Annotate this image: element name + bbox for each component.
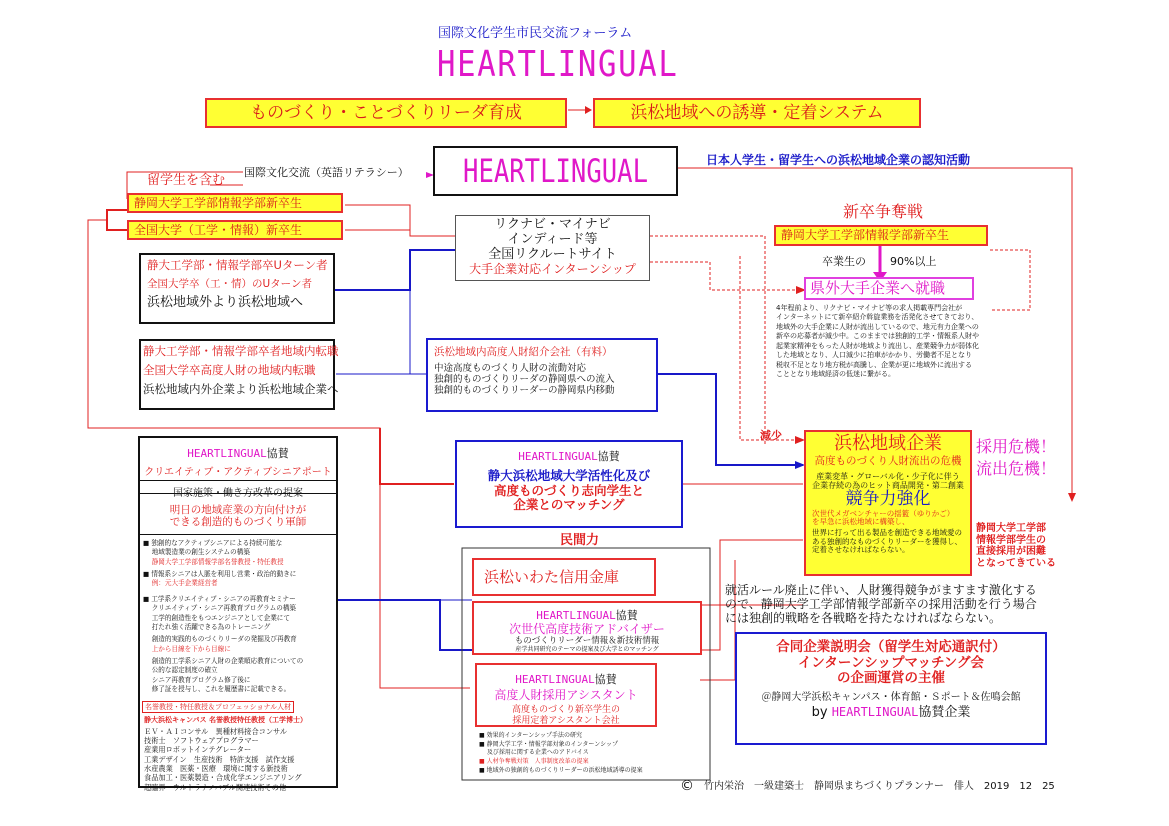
- senior-bullet: 例：元大手企業経営者: [143, 579, 218, 588]
- advisor-title: 次世代高度技術アドバイザー: [509, 622, 665, 637]
- senior-bullet: ■ 独創的なアクティブシニアによる持続可能な: [143, 539, 283, 548]
- senior-bullet: 公的な認定制度の確立: [143, 666, 218, 675]
- senior-bullet: 修了証を授与し、これを履歴書に記載できる。: [143, 685, 291, 694]
- senior-port-suffix: 協賛: [266, 447, 289, 460]
- senior-bullet: 創造的工学系シニア人財の企業順応教育についての: [143, 656, 304, 665]
- shizuoka-graduates-box: [127, 193, 343, 213]
- uturn-line2: 全国大学卒（工・情）のUターン者: [147, 278, 312, 291]
- jobchange-box: [139, 339, 339, 410]
- senior-bullets: [140, 534, 336, 694]
- hiring-title: 高度人財採用アシスタント: [494, 688, 638, 703]
- local-agency-line3: 独創的ものづくりリーダーの静岡県内移動: [434, 384, 615, 396]
- uturn-line1: 静大工学部・情報学部卒Uターン者: [147, 258, 328, 272]
- competition-label: 静岡大学工学部情報学部新卒生: [781, 228, 950, 242]
- goal-right-label: 浜松地域への誘導・定着システム: [630, 103, 884, 123]
- senior-bullet: クリエイティブ・シニア再教育プログラムの構築: [143, 604, 297, 613]
- event-sponsor: 協賛企業: [918, 705, 971, 721]
- competition-desc-line: した地域となり、人口減少に拍車がかかり、労働者不足となり: [776, 351, 972, 360]
- jobchange-line1: 静大工学部・情報学部卒者地域内転職: [143, 344, 339, 358]
- local-advisor-label: [140, 504, 336, 528]
- competition-desc-line: インターネットにて新卒紹介斡旋業務を活発化させてきており、: [776, 313, 979, 322]
- goal-right-box: [593, 98, 921, 128]
- expert-item: 技術士 ソフトウェアプログラマー: [144, 735, 259, 745]
- hiring-suffix: 協賛: [594, 673, 617, 686]
- local-agency-line1: 中途高度ものづくり人財の流動対応: [434, 363, 587, 375]
- matching-suffix: 協賛: [597, 450, 620, 463]
- senior-bullet: 工学的創造性をもつエンジニアとして企業にて: [143, 613, 290, 622]
- shizuoka-graduates-label: 静岡大学工学部情報学部新卒生: [134, 196, 303, 210]
- uturn-line3: 浜松地域外より浜松地域へ: [147, 295, 304, 311]
- alert-outflow-crisis: 流出危機！: [976, 459, 1057, 478]
- hamamatsu-sub5: 定着させなければならない。: [812, 545, 910, 555]
- local-advisor-line1: 明日の地域産業の方向付けが: [169, 503, 307, 516]
- expert-item: 食品加工・医薬製造・合成化学エンジニアリング: [144, 773, 302, 783]
- direct-hiring-note: [976, 523, 1056, 569]
- hamamatsu-sub3: 世界に打って出る製品を創造できる地域愛の: [812, 527, 962, 537]
- hamamatsu-companies-box: [804, 430, 972, 576]
- competition-target-box: [804, 277, 974, 300]
- senior-port-brand: HEARTLINGUAL: [187, 447, 267, 460]
- rule-change-line2: ので、静岡大学工学部情報学部新卒の採用活動を行う場合: [725, 596, 1037, 611]
- local-agency-title: 浜松地域内高度人財紹介会社（有料）: [434, 346, 613, 358]
- matching-panel: [455, 440, 683, 528]
- intl-exchange-note: 国際文化交流（英語リテラシー）: [244, 166, 409, 179]
- matching-brand: HEARTLINGUAL: [518, 450, 598, 463]
- expert-item: 工業デザイン 生産技術 特許支援 試作支援: [144, 754, 295, 764]
- private-bullet: ■ 人材争奪戦対策 人事制度改革の提案: [479, 758, 589, 766]
- jobchange-line3: 浜松地域内外企業より浜松地域企業へ: [143, 382, 339, 397]
- rule-change-note: [725, 584, 1037, 625]
- incl-intl-note: 留学生を含む: [147, 173, 226, 188]
- bank-label: 浜松いわた信用金庫: [484, 568, 620, 586]
- expert-list: [140, 727, 336, 793]
- hamamatsu-desc2: 企業存続の為のヒット商品開発・第二創業: [812, 480, 964, 490]
- expert-item: 水産農業 医薬・医療 環境に関する新技術: [144, 763, 288, 773]
- direct-hiring-line1: 静岡大学工学部: [976, 523, 1046, 534]
- competition-desc-line: 税収不足となり地方税が高騰し、企業が更に地域外に流出する: [776, 360, 972, 369]
- local-advisor-line2: できる創造的ものづくり軍師: [169, 515, 307, 528]
- awareness-note: 日本人学生・留学生への浜松地域企業の認知活動: [706, 153, 971, 167]
- hamamatsu-sub2: を早急に浜松地域に構築し、: [812, 517, 910, 527]
- bank-box: [472, 558, 656, 596]
- event-brand: HEARTLINGUAL: [831, 705, 919, 720]
- advisor-brand: HEARTLINGUAL: [536, 609, 616, 622]
- competition-desc: [776, 304, 979, 380]
- rule-change-line1: 就活ルール廃止に伴い、人財獲得競争がますます激化する: [725, 583, 1037, 597]
- private-bullet: ■ 地域外の独創的ものづくりリーダーの浜松地域誘導の提案: [479, 766, 643, 774]
- hiring-assistant-box: [475, 663, 657, 727]
- rule-change-line3: には独創的戦略を各戦略を持たなければならない。: [725, 610, 1002, 625]
- expert-item: ＥＶ・ＡＩコンサル 異種材料接合コンサル: [144, 726, 288, 736]
- event-line2: インターンシップマッチング会: [797, 654, 985, 671]
- forum-subtitle: 国際文化学生市民交流フォーラム: [438, 26, 633, 41]
- advisor-suffix: 協賛: [615, 609, 638, 622]
- event-venue: ＠静岡大学浜松キャンパス・体育館・Ｓポート＆佐鳴会館: [761, 691, 1021, 703]
- senior-bullet: シニア再教育プログラム修了後に: [143, 675, 251, 684]
- private-bullet: ■ 静岡大学工学・情報学部対象のインターンシップ: [479, 740, 618, 748]
- hamamatsu-sub1: 次世代メガベンチャーの揺籃（ゆりかご）: [812, 508, 955, 518]
- senior-port-panel: [138, 436, 338, 792]
- hiring-line1: 高度ものづくり新卒学生の: [511, 705, 620, 716]
- rate-label: 卒業生の: [822, 255, 866, 268]
- hamamatsu-sub4: ある独創的なものづくりリーダーを獲得し、: [812, 536, 962, 546]
- competition-desc-line: 起業家精神をもった人財が地域より流出し、産業競争力が弱体化: [776, 341, 979, 350]
- footer-credit: 竹内栄治 一級建築士 静岡県まちづくりプランナー 俳人 2019 12 25: [704, 781, 1055, 792]
- hamamatsu-desc1: 産業変革・グローバル化・少子化に伴う: [816, 471, 960, 481]
- advisor-line1: ものづくりリーダー情報＆新技術情報: [514, 636, 660, 647]
- hamamatsu-title2: 競争力強化: [845, 489, 931, 510]
- senior-bullet: 上から目線を下から目線に: [143, 644, 231, 653]
- joint-event-box: [735, 632, 1047, 745]
- hiring-line2: 採用定着アシスタント会社: [512, 715, 620, 726]
- direct-hiring-line4: となってきている: [976, 557, 1056, 569]
- heartlingual-hub: [433, 146, 678, 196]
- decrease-label: 減少: [760, 429, 782, 442]
- hamamatsu-title: 浜松地域企業: [834, 433, 942, 454]
- expert-item: 超臨界・ウルトラナノバブル関連技術その他: [144, 782, 287, 792]
- local-agency-line2: 独創的ものづくりリーダの静岡県への流入: [434, 373, 615, 385]
- brand-logo-title: HEARTLINGUAL: [437, 44, 679, 85]
- recruit-line3: 全国リクルートサイト: [488, 246, 617, 262]
- senior-bullet: 創造的実践的ものづくりリーダの発掘及び再教育: [143, 635, 297, 644]
- national-graduates-box: [127, 220, 343, 240]
- event-line1: 合同企業説明会（留学生対応通訳付）: [776, 639, 1006, 655]
- national-policy-label: 国家施策・働き方改革の提案: [173, 488, 303, 499]
- competition-title: 新卒争奪戦: [843, 202, 924, 221]
- national-graduates-label: 全国大学（工学・情報）新卒生: [134, 223, 303, 237]
- advisor-line2: 産学共同研究のテーマの提案及び大学とのマッチング: [515, 645, 659, 653]
- local-agency-box: [426, 338, 658, 412]
- direct-hiring-line2: 情報学部学生の: [976, 534, 1046, 546]
- competition-desc-line: 4年程前より、リクナビ・マイナビ等の求人掲載専門会社が: [776, 304, 963, 312]
- competition-label-box: [774, 225, 988, 246]
- private-bullets: [479, 732, 643, 775]
- jobchange-line2: 全国大学卒高度人財の地域内転職: [143, 363, 316, 378]
- expert-item: 産業用ロボットインテグレーター: [144, 745, 252, 755]
- campus-label: 静大浜松キャンパス 名誉教授特任教授（工学博士）: [144, 716, 307, 725]
- recruit-line4: 大手企業対応インターンシップ: [469, 261, 636, 276]
- senior-bullet: 静岡大学工学部情報学部名誉教授・特任教授: [143, 557, 284, 566]
- private-bullet: 及び採用に関する企業へのアドバイス: [479, 749, 589, 757]
- hub-brand: HEARTLINGUAL: [463, 152, 648, 190]
- copyright-symbol: ©: [680, 778, 694, 794]
- hamamatsu-crisis: 高度ものづくり人財流出の危機: [814, 454, 962, 467]
- goal-left-label: ものづくり・ことづくりリーダ育成: [250, 103, 522, 123]
- goal-left-box: [205, 98, 567, 128]
- senior-bullet: ■ 工学系クリエイティブ・シニアの再教育セミナー: [143, 594, 296, 603]
- prof-label: 名誉教授・特任教授＆プロフェッショナル人材: [142, 701, 294, 713]
- matching-line3: 企業とのマッチング: [513, 497, 625, 513]
- private-bullet: ■ 効果的インターンシップ手法の研究: [479, 732, 582, 739]
- senior-bullet: 地域製造業の創生システムの構築: [143, 548, 250, 557]
- matching-line2: 高度ものづくり志向学生と: [493, 482, 644, 498]
- rate-value: 90%以上: [890, 255, 937, 268]
- recruit-line1: リクナビ・マイナビ: [494, 217, 611, 232]
- senior-bullet: ■ 情報系シニアは人脈を利用し営業・政治的動きに: [143, 570, 297, 579]
- event-by: by: [811, 705, 828, 721]
- matching-line1: 静大浜松地域大学活性化及び: [487, 468, 651, 484]
- private-power-title: 民間力: [560, 533, 600, 548]
- recruit-sites-box: [455, 215, 650, 281]
- direct-hiring-line3: 直接採用が困難: [976, 546, 1046, 557]
- hiring-brand: HEARTLINGUAL: [515, 673, 595, 686]
- uturn-box: [139, 253, 335, 324]
- competition-target: 県外大手企業へ就職: [810, 279, 946, 297]
- senior-bullet: 打たれ強く活躍できる為のトレーニング: [143, 622, 271, 631]
- competition-desc-line: こととなり地域経済の低迷に繋がる。: [776, 370, 895, 379]
- event-line3: の企画運営の主催: [837, 670, 945, 687]
- competition-desc-line: 地域外の大手企業に人財が流出しているので、地元有力企業への: [776, 322, 979, 331]
- recruit-line2: インディード等: [507, 231, 598, 247]
- alert-hiring-crisis: 採用危機！: [976, 437, 1057, 456]
- advisor-box: [472, 601, 702, 655]
- creative-port-label: クリエイティブ・アクティブシニアポート: [144, 467, 332, 479]
- competition-desc-line: 新卒の応募者が減少中。このままでは独創的工学・情報系人財や: [776, 332, 979, 341]
